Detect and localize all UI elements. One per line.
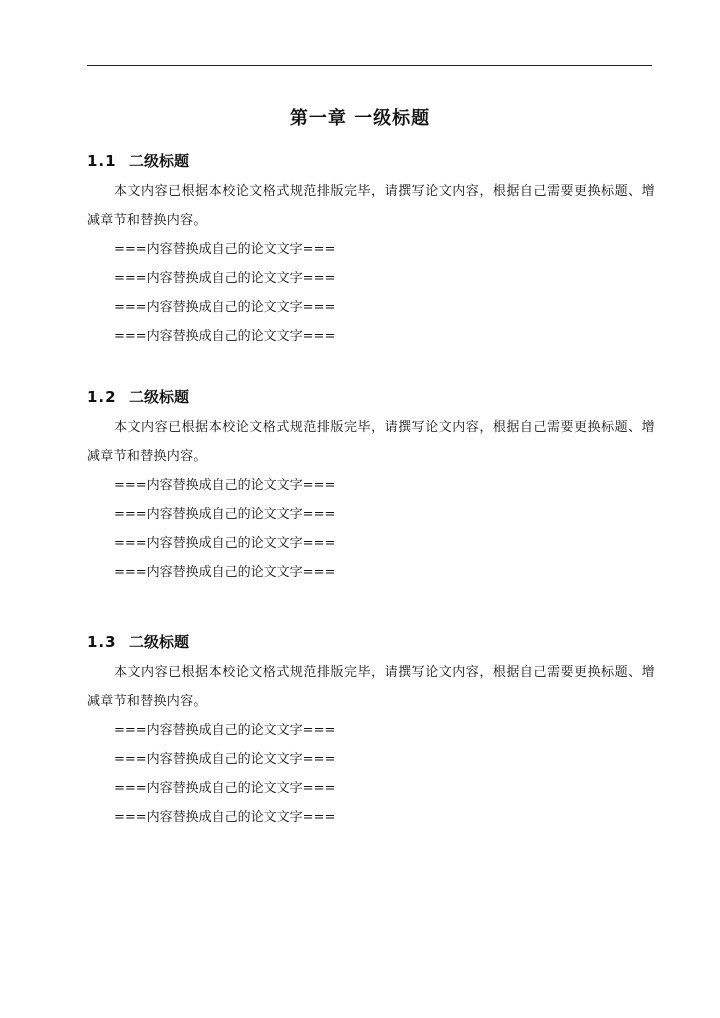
section-1-3	[87, 629, 655, 832]
section-body	[87, 177, 655, 351]
section-1-1	[87, 148, 655, 351]
section-body	[87, 413, 655, 587]
section-title: 二级标题	[129, 388, 190, 406]
placeholder-line: ===内容替换成自己的论文文字===	[114, 536, 336, 551]
section-number: 1.3	[87, 633, 117, 651]
placeholder-line: ===内容替换成自己的论文文字===	[114, 565, 336, 580]
section-body	[87, 658, 655, 832]
placeholder-line: ===内容替换成自己的论文文字===	[114, 752, 336, 767]
placeholder-line: ===内容替换成自己的论文文字===	[114, 507, 336, 522]
body-paragraph: 本文内容已根据本校论文格式规范排版完毕，请撰写论文内容，根据自己需要更换标题、增减章节和替换内容。	[87, 665, 655, 709]
section-1-2	[87, 384, 655, 587]
placeholder-line: ===内容替换成自己的论文文字===	[114, 300, 336, 315]
placeholder-line: ===内容替换成自己的论文文字===	[114, 810, 336, 825]
section-title: 二级标题	[129, 633, 190, 651]
section-heading	[87, 629, 655, 655]
body-paragraph: 本文内容已根据本校论文格式规范排版完毕，请撰写论文内容，根据自己需要更换标题、增减章节和替换内容。	[87, 420, 655, 464]
header-rule	[87, 65, 652, 66]
section-title: 二级标题	[129, 152, 190, 170]
section-heading	[87, 148, 655, 174]
placeholder-line: ===内容替换成自己的论文文字===	[114, 242, 336, 257]
placeholder-line: ===内容替换成自己的论文文字===	[114, 329, 336, 344]
section-heading	[87, 384, 655, 410]
placeholder-line: ===内容替换成自己的论文文字===	[114, 271, 336, 286]
placeholder-line: ===内容替换成自己的论文文字===	[114, 478, 336, 493]
section-number: 1.1	[87, 152, 117, 170]
body-paragraph: 本文内容已根据本校论文格式规范排版完毕，请撰写论文内容，根据自己需要更换标题、增减章节和替换内容。	[87, 184, 655, 228]
placeholder-line: ===内容替换成自己的论文文字===	[114, 723, 336, 738]
placeholder-line: ===内容替换成自己的论文文字===	[114, 781, 336, 796]
chapter-title: 第一章 一级标题	[289, 108, 431, 129]
section-number: 1.2	[87, 388, 117, 406]
